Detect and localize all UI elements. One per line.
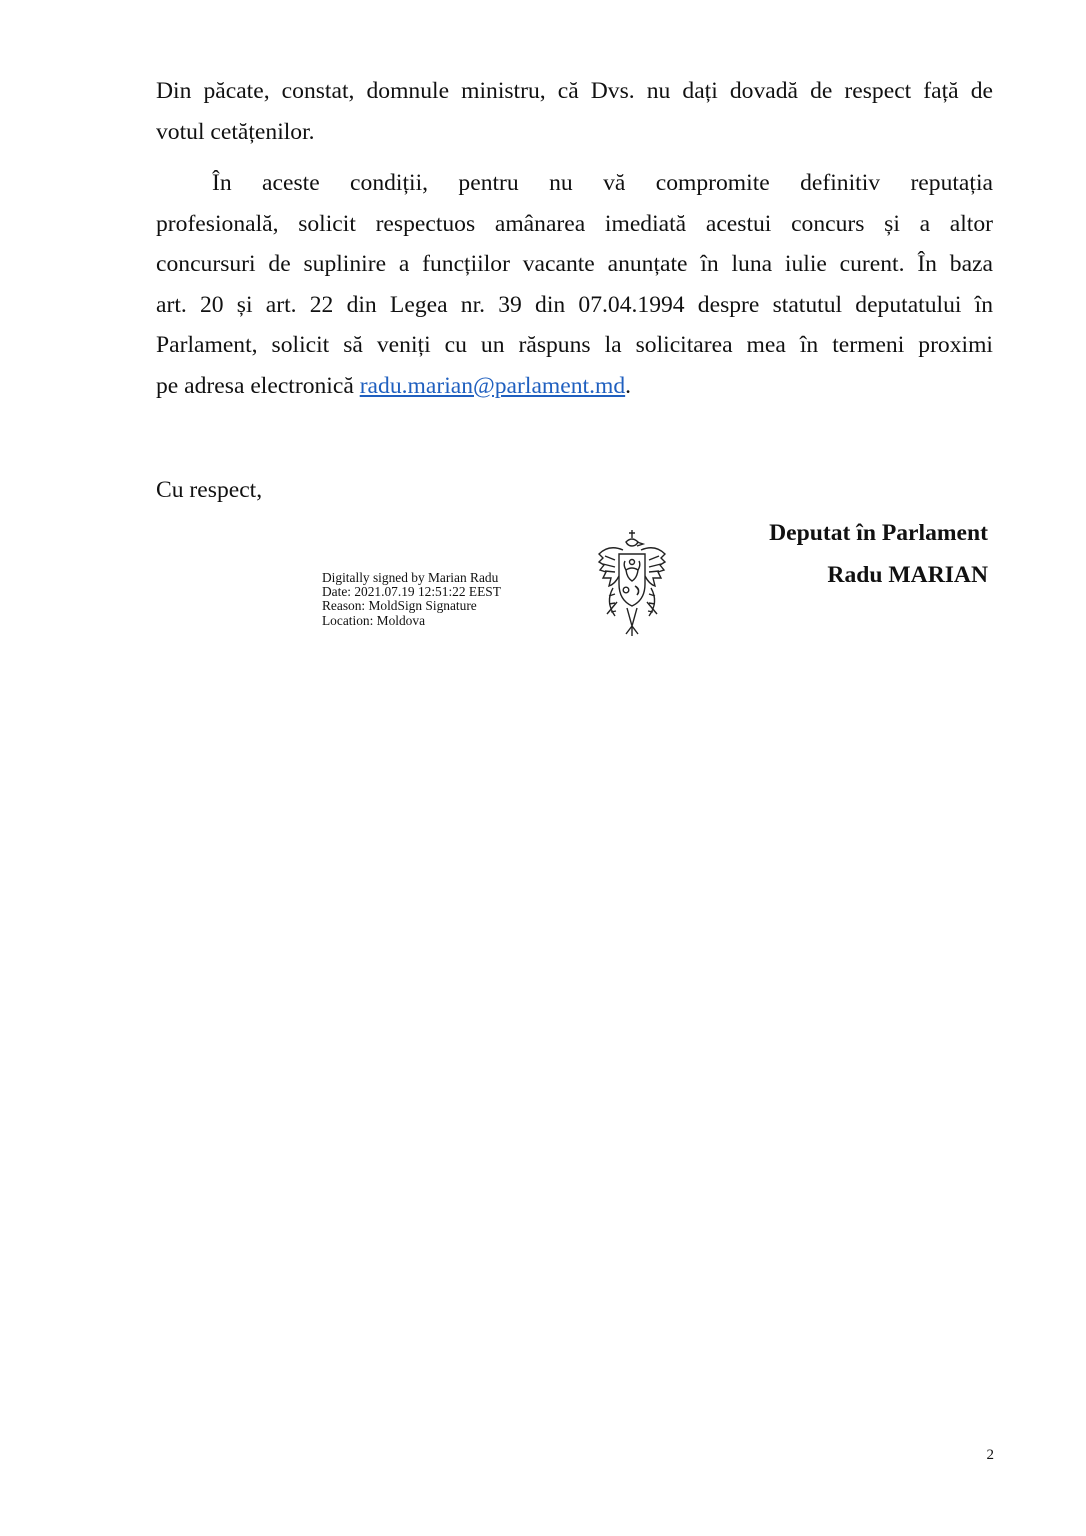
email-link[interactable]: radu.marian@parlament.md (359, 372, 626, 399)
paragraph-2-line-4: art. 20 și art. 22 din Legea nr. 39 din 07.04.1994 despre statutul deputatului în (156, 291, 993, 318)
paragraph-2-line-1: În aceste condiții, pentru nu vă compromite definitiv reputația (212, 170, 993, 196)
paragraph-2 (156, 163, 993, 406)
signatory-name: Radu MARIAN (827, 562, 988, 588)
paragraph-2-line-6 (156, 366, 993, 407)
digital-signature-date: Date: 2021.07.19 12:51:22 EEST (322, 584, 501, 600)
paragraph-1-line-2: votul cetățenilor. (156, 118, 315, 145)
digital-signature-location: Location: Moldova (322, 612, 426, 628)
email-prefix: pe adresa electronică (156, 372, 360, 399)
paragraph-1-line-1: Din păcate, constat, domnule ministru, că Dvs. nu dați dovadă de respect față de (156, 78, 993, 104)
digital-signature[interactable] (322, 571, 501, 628)
paragraph-1 (156, 71, 993, 152)
signatory-block (769, 512, 988, 596)
moldova-coat-of-arms-icon (593, 530, 671, 638)
page-number: 2 (986, 1447, 994, 1463)
closing-salutation: Cu respect, (156, 477, 263, 503)
paragraph-2-line-3: concursuri de suplinire a funcțiilor vacante anunțate în luna iulie curent. În baza (156, 251, 993, 277)
paragraph-2-line-5: Parlament, solicit să veniți cu un răspuns la solicitarea mea în termeni proximi (156, 332, 993, 358)
signatory-title: Deputat în Parlament (769, 520, 988, 546)
digital-signature-reason: Reason: MoldSign Signature (322, 598, 477, 614)
digital-signature-signed-by: Digitally signed by Marian Radu (322, 570, 499, 585)
email-suffix: . (625, 372, 632, 399)
paragraph-2-line-2: profesională, solicit respectuos amânarea imediată acestui concurs și a altor (156, 210, 993, 237)
